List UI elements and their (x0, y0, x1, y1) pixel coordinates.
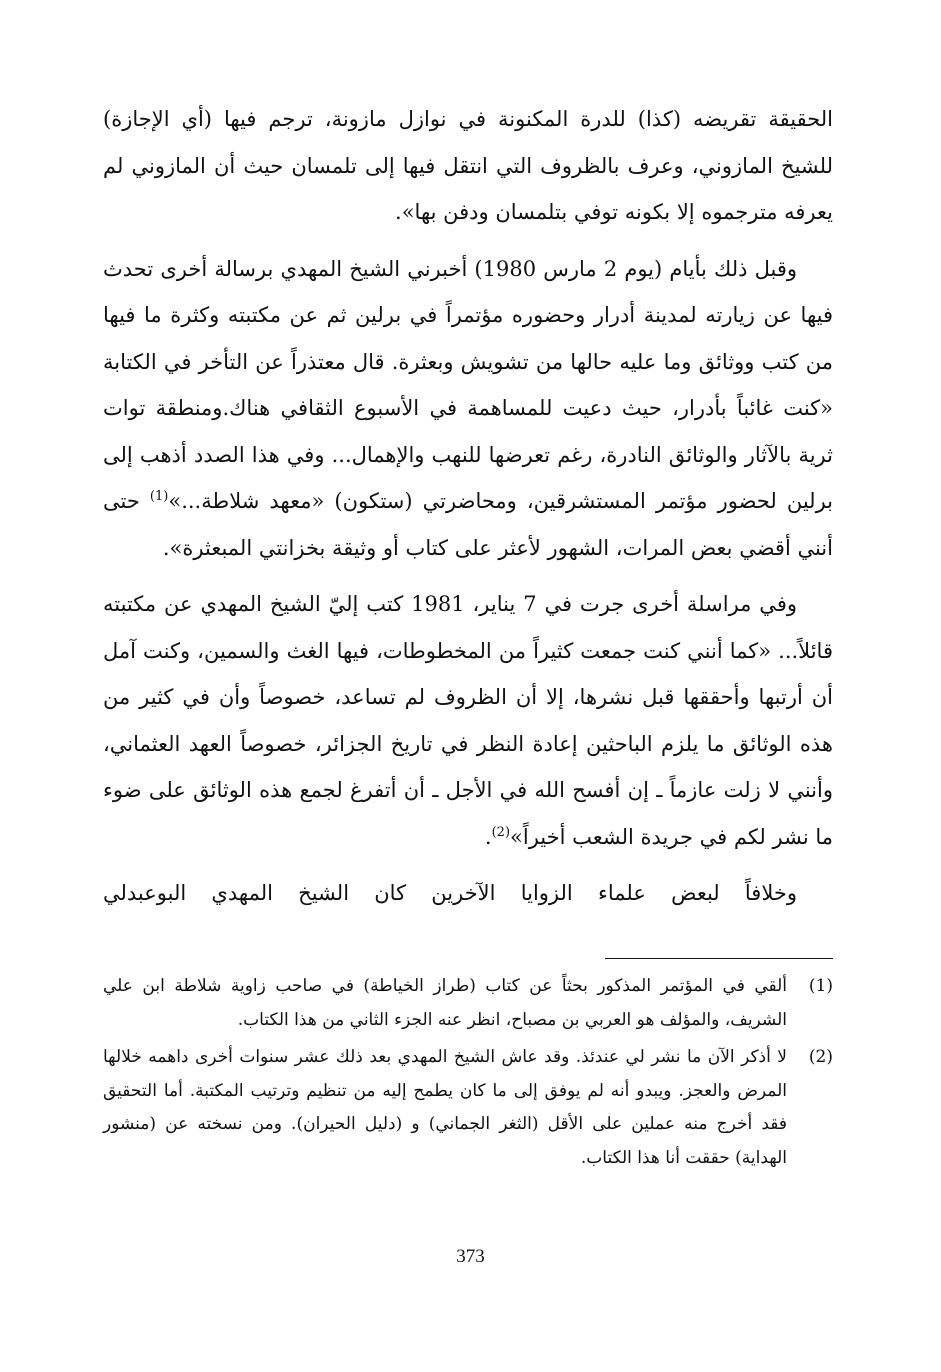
paragraph-2-text-after: حتى أنني أقضي بعض المرات، الشهور لأعثر على كتاب أو وثيقة بخزانتي المبعثرة». (103, 489, 833, 560)
footnotes (103, 970, 833, 1179)
footnote-2-marker: (2) (808, 1047, 833, 1067)
footnote-2 (103, 1041, 833, 1175)
paragraph-2-text: وقبل ذلك بأيام (يوم 2 مارس 1980) أخبرني الشيخ المهدي برسالة أخرى تحدث فيها عن زيارته لمدينة أدرار وحضوره مؤتمراً في برلين ثم عن مكتبته وكثرة ما فيها من كتب ووثائق وما عليه حالها من تشويش وبعثرة. قال معتذراً عن التأخر في الكتابة «كنت غائباً بأدرار، حيث دعيت للمساهمة في الأسبوع الثقافي هناك.ومنطقة توات ثرية بالآثار والوثائق النادرة، رغم تعرضها للنهب والإهمال... وفي هذا الصدد أذهب إلى برلين لحضور مؤتمر المستشرقين، ومحاضرتي (ستكون) «معهد شلاطة...» (103, 256, 833, 513)
footnote-divider (605, 958, 833, 959)
footnote-1 (103, 970, 833, 1037)
footnote-ref-2: (2) (491, 824, 511, 840)
footnote-1-marker: (1) (808, 976, 833, 996)
paragraph-4-text: وخلافاً لبعض علماء الزوايا الآخرين كان الشيخ المهدي البوعبدلي (103, 881, 797, 905)
paragraph-3-text-after: . (484, 824, 492, 849)
page-number: 373 (456, 1246, 485, 1267)
main-text (103, 96, 833, 917)
footnote-ref-1: (1) (149, 489, 169, 504)
paragraph-3 (103, 581, 833, 860)
paragraph-3-text: وفي مراسلة أخرى جرت في 7 يناير، 1981 كتب إليّ الشيخ المهدي عن مكتبته قائلاً... «كما أنني كنت جمعت كثيراً من المخطوطات، فيها الغث والسمين، وكنت آمل أن أرتبها وأحققها قبل نشرها، إلا أن الظروف لم تساعد، خصوصاً وأن في كثير من هذه الوثائق ما يلزم الباحثين إعادة النظر في تاريخ الجزائر، خصوصاً العهد العثماني، وأنني لا زلت عازماً ـ إن أفسح الله في الأجل ـ أن أتفرغ لجمع هذه الوثائق على ضوء ما نشر لكم في جريدة الشعب أخيراً» (103, 592, 833, 849)
footnote-1-text: ألقي في المؤتمر المذكور بحثاً عن كتاب (طراز الخياطة) في صاحب زاوية شلاطة ابن علي الشريف، والمؤلف هو العربي بن مصباح، انظر عنه الجزء الثاني من هذا الكتاب. (103, 976, 787, 1030)
paragraph-1-text: الحقيقة تقريضه (كذا) للدرة المكنونة في نوازل مازونة، ترجم فيها (أي الإجازة) للشيخ المازوني، وعرف بالظروف التي انتقل فيها إلى تلمسان حيث أن المازوني لم يعرفه مترجموه إلا بكونه توفي بتلمسان ودفن بها». (103, 107, 833, 224)
paragraph-4 (103, 870, 833, 917)
paragraph-2 (103, 246, 833, 572)
footnote-2-text: لا أذكر الآن ما نشر لي عندئذ. وقد عاش الشيخ المهدي بعد ذلك عشر سنوات أخرى داهمه خلالها المرض والعجز. ويبدو أنه لم يوفق إلى ما كان يطمح إليه من تنظيم وترتيب المكتبة. أما التحقيق فقد أخرج منه عملين على الأقل (الثغر الجماني) و (دليل الحيران). ومن نسخته عن (منشور الهداية) حققت أنا هذا الكتاب. (103, 1047, 787, 1168)
paragraph-1 (103, 96, 833, 236)
